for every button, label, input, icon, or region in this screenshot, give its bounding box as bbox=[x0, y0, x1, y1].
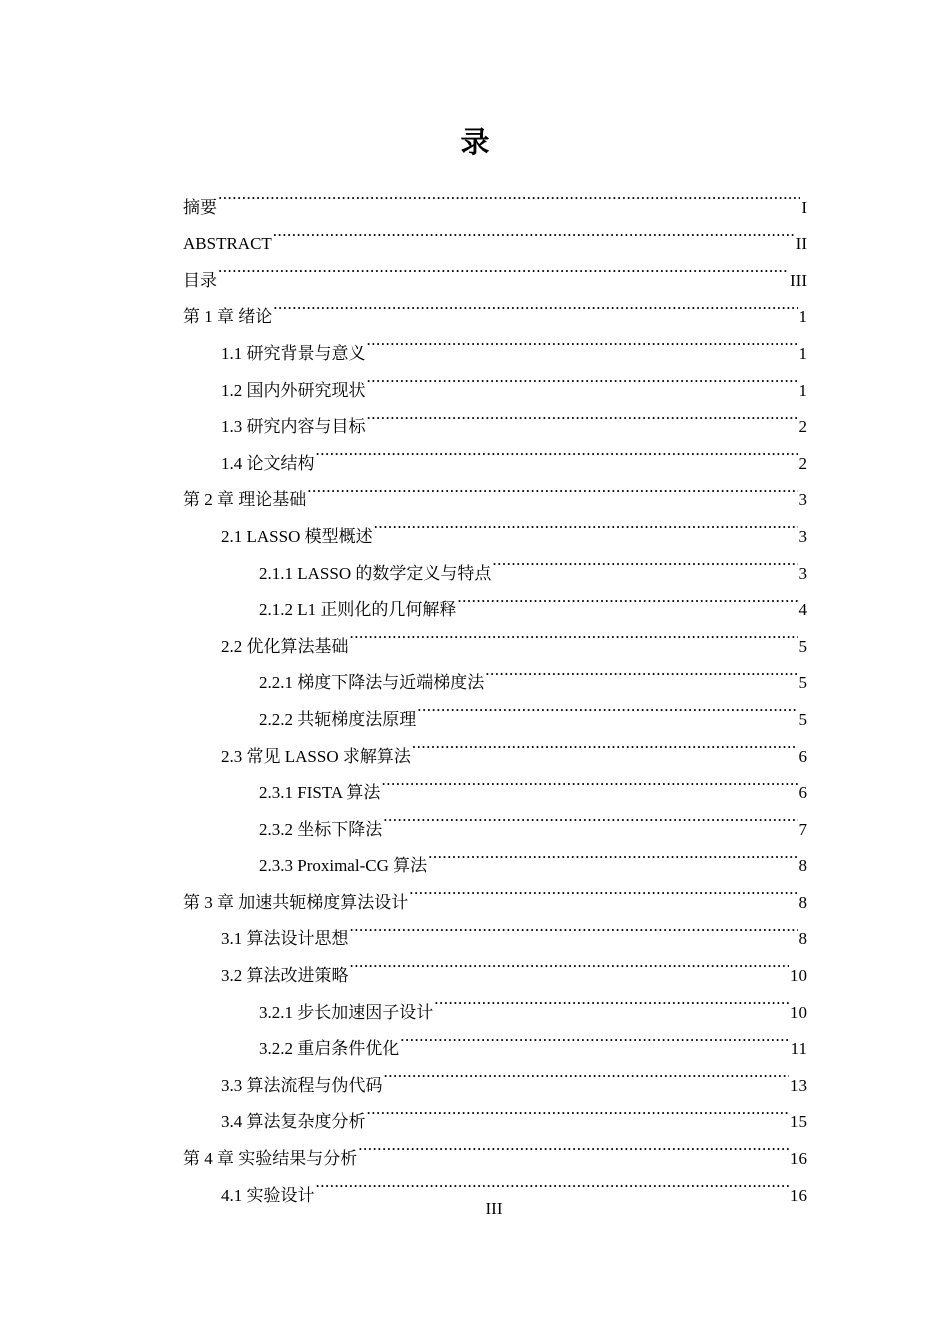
toc-dot-leader bbox=[367, 1091, 790, 1128]
toc-entry-label: 目录 bbox=[183, 270, 217, 290]
toc-entry-page: 10 bbox=[790, 1002, 807, 1022]
toc-entry-page: 16 bbox=[790, 1149, 807, 1169]
toc-entry[interactable] bbox=[183, 286, 807, 327]
toc-entry-label: 摘要 bbox=[183, 197, 217, 217]
toc-entry-page: 8 bbox=[798, 892, 807, 912]
toc-entry-page: 10 bbox=[790, 966, 807, 986]
toc-entry-label: 1.2 国内外研究现状 bbox=[221, 380, 366, 400]
toc-dot-leader bbox=[367, 322, 798, 359]
toc-entry-label: 3.2 算法改进策略 bbox=[221, 966, 349, 986]
toc-dot-leader bbox=[412, 725, 798, 762]
toc-entry-page: 2 bbox=[798, 453, 807, 473]
toc-entry-page: 5 bbox=[798, 673, 807, 693]
toc-list bbox=[183, 176, 807, 1205]
toc-dot-leader bbox=[409, 871, 797, 908]
toc-entry-label: 1.4 论文结构 bbox=[221, 453, 315, 473]
toc-dot-leader bbox=[218, 176, 800, 213]
toc-dot-leader bbox=[400, 1018, 789, 1055]
toc-entry[interactable] bbox=[183, 213, 807, 254]
toc-entry-label: 3.3 算法流程与伪代码 bbox=[221, 1075, 383, 1095]
toc-entry-page: 15 bbox=[790, 1112, 807, 1132]
toc-entry-label: 3.4 算法复杂度分析 bbox=[221, 1112, 366, 1132]
toc-entry-label: 2.2.2 共轭梯度法原理 bbox=[259, 709, 417, 729]
toc-dot-leader bbox=[384, 1054, 790, 1091]
toc-dot-leader bbox=[381, 762, 797, 799]
toc-dot-leader bbox=[383, 798, 797, 835]
toc-entry-label: 4.1 实验设计 bbox=[221, 1185, 315, 1205]
toc-dot-leader bbox=[492, 542, 797, 579]
toc-entry-page: 2 bbox=[798, 417, 807, 437]
toc-entry[interactable] bbox=[183, 249, 807, 290]
toc-dot-leader bbox=[307, 469, 797, 506]
toc-entry-label: 2.3.1 FISTA 算法 bbox=[259, 783, 381, 803]
toc-entry-label: 1.1 研究背景与意义 bbox=[221, 343, 366, 363]
toc-entry-page: I bbox=[801, 197, 807, 217]
toc-dot-leader bbox=[367, 359, 798, 396]
toc-entry-page: 6 bbox=[798, 746, 807, 766]
toc-dot-leader bbox=[374, 505, 798, 542]
toc-dot-leader bbox=[350, 944, 790, 981]
toc-dot-leader bbox=[350, 615, 798, 652]
toc-entry-page: II bbox=[795, 234, 807, 254]
toc-dot-leader bbox=[358, 1127, 789, 1164]
toc-entry-page: 3 bbox=[798, 490, 807, 510]
toc-entry-page: III bbox=[790, 270, 807, 290]
toc-entry-page: 3 bbox=[798, 526, 807, 546]
toc-entry-label: 2.1.2 L1 正则化的几何解释 bbox=[259, 600, 457, 620]
toc-entry-label: 第 3 章 加速共轭梯度算法设计 bbox=[183, 892, 409, 912]
toc-entry-page: 3 bbox=[798, 563, 807, 583]
page-number: III bbox=[485, 1199, 503, 1218]
toc-entry-label: 2.3.3 Proximal-CG 算法 bbox=[259, 856, 428, 876]
toc-dot-leader bbox=[434, 981, 789, 1018]
toc-dot-leader bbox=[457, 579, 797, 616]
toc-entry-page: 8 bbox=[798, 929, 807, 949]
toc-entry-label: 2.1 LASSO 模型概述 bbox=[221, 526, 373, 546]
toc-entry-page: 1 bbox=[798, 307, 807, 327]
toc-entry-label: 第 2 章 理论基础 bbox=[183, 490, 307, 510]
toc-dot-leader bbox=[367, 396, 798, 433]
toc-entry-page: 1 bbox=[798, 343, 807, 363]
toc-entry-label: 2.2.1 梯度下降法与近端梯度法 bbox=[259, 673, 485, 693]
toc-entry-label: 第 1 章 绪论 bbox=[183, 307, 273, 327]
toc-dot-leader bbox=[273, 213, 795, 250]
toc-entry-page: 4 bbox=[798, 600, 807, 620]
toc-entry-page: 16 bbox=[790, 1185, 807, 1205]
toc-dot-leader bbox=[316, 1164, 790, 1201]
toc-entry[interactable] bbox=[183, 322, 807, 363]
toc-entry-page: 5 bbox=[798, 636, 807, 656]
toc-entry-page: 5 bbox=[798, 709, 807, 729]
toc-entry-label: 第 4 章 实验结果与分析 bbox=[183, 1149, 358, 1169]
toc-entry-label: 2.2 优化算法基础 bbox=[221, 636, 349, 656]
toc-entry-page: 11 bbox=[790, 1039, 807, 1059]
toc-entry-label: ABSTRACT bbox=[183, 234, 272, 254]
toc-entry-page: 6 bbox=[798, 783, 807, 803]
toc-entry-label: 2.3 常见 LASSO 求解算法 bbox=[221, 746, 411, 766]
toc-dot-leader bbox=[316, 432, 798, 469]
toc-entry-label: 3.2.1 步长加速因子设计 bbox=[259, 1002, 434, 1022]
toc-entry-label: 2.1.1 LASSO 的数学定义与特点 bbox=[259, 563, 492, 583]
toc-dot-leader bbox=[350, 908, 798, 945]
toc-dot-leader bbox=[273, 286, 797, 323]
toc-entry-page: 8 bbox=[798, 856, 807, 876]
toc-entry[interactable] bbox=[183, 176, 807, 217]
toc-dot-leader bbox=[428, 835, 797, 872]
toc-entry-page: 1 bbox=[798, 380, 807, 400]
toc-entry-label: 3.2.2 重启条件优化 bbox=[259, 1039, 400, 1059]
toc-dot-leader bbox=[485, 652, 797, 689]
toc-entry-label: 1.3 研究内容与目标 bbox=[221, 417, 366, 437]
toc-dot-leader bbox=[417, 688, 797, 725]
toc-dot-leader bbox=[218, 249, 789, 286]
toc-entry-label: 3.1 算法设计思想 bbox=[221, 929, 349, 949]
toc-title: 录 bbox=[460, 125, 490, 159]
toc-entry-page: 7 bbox=[798, 819, 807, 839]
toc-entry-label: 2.3.2 坐标下降法 bbox=[259, 819, 383, 839]
toc-entry-page: 13 bbox=[790, 1075, 807, 1095]
